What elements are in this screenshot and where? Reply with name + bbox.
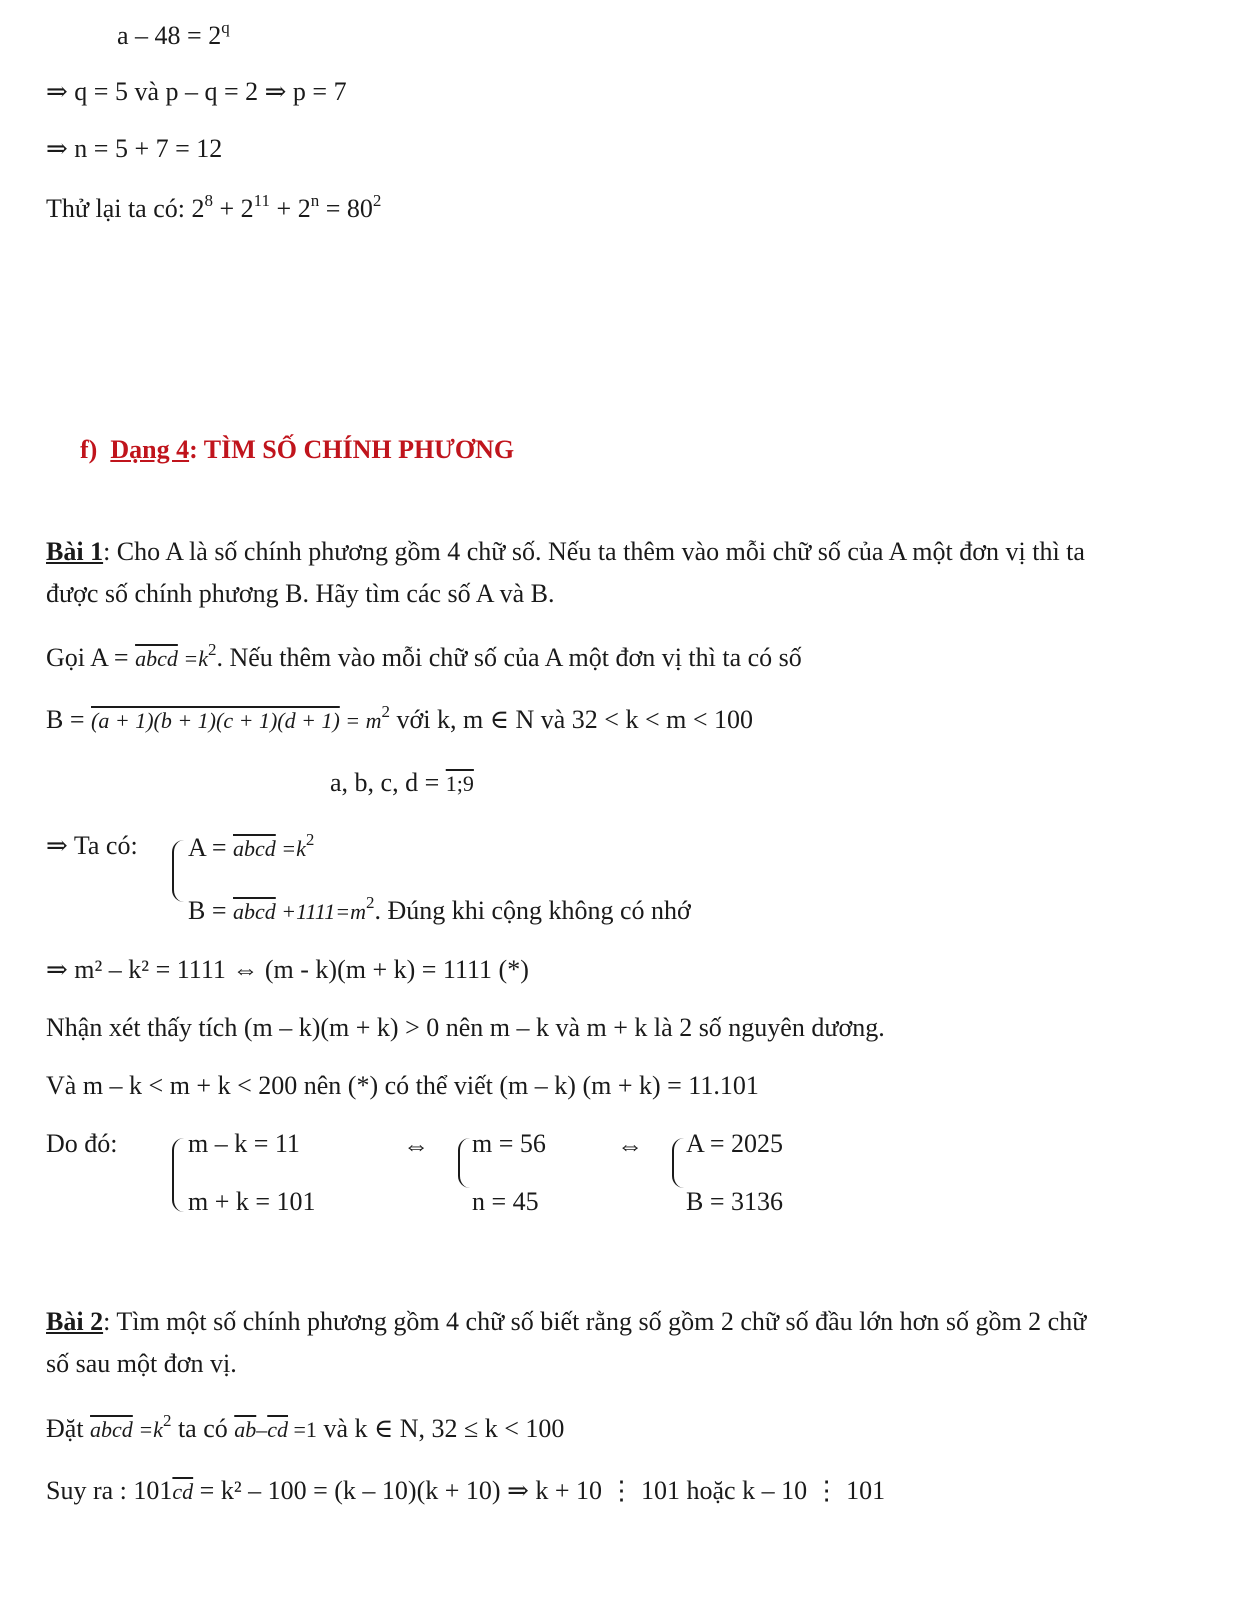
text: B =: [188, 896, 234, 925]
sys2-a: m = 56: [472, 1129, 546, 1158]
b-overline-expr: (a + 1)(b + 1)(c + 1)(d + 1): [91, 708, 340, 733]
exponent: n: [310, 191, 320, 210]
bai1-nhanxet-line: Nhận xét thấy tích (m – k)(m + k) > 0 nên m – k và m + k là 2 số nguyên dương.: [46, 1013, 885, 1042]
abcd-overline: abcd: [233, 899, 276, 924]
bai2-problem-line1: [46, 1306, 1086, 1337]
exponent: 2: [365, 893, 375, 912]
bai2-problem-line2: số sau một đơn vị.: [46, 1349, 237, 1378]
text: B =: [46, 705, 92, 734]
iff-arrow: ⇔: [403, 1131, 429, 1160]
text: –: [256, 1417, 268, 1442]
text: +1111=m: [275, 899, 366, 924]
exponent: 2: [162, 1411, 172, 1430]
text: =k: [275, 836, 306, 861]
sys1-b: m + k = 101: [188, 1187, 316, 1216]
text: Đặt: [46, 1414, 91, 1443]
bai1-taco: ⇒ Ta có:: [46, 831, 138, 860]
text: Suy ra : 101: [46, 1476, 173, 1505]
bai2-text: : Tìm một số chính phương gồm 4 chữ số biết rằng số gồm 2 chữ số đầu lớn hơn số gồm 2 chữ: [103, 1307, 1087, 1336]
exponent: 2: [305, 830, 315, 849]
bai1-text: : Cho A là số chính phương gồm 4 chữ số. Nếu ta thêm vào mỗi chữ số của A một đơn vị thì ta: [103, 537, 1085, 566]
sys-a-line: [188, 830, 314, 863]
text: ta có: [171, 1414, 235, 1443]
bai1-b-line: [46, 702, 753, 735]
heading-title: : TÌM SỐ CHÍNH PHƯƠNG: [189, 435, 515, 464]
exponent: q: [221, 18, 230, 37]
abcd-overline: abcd: [233, 836, 276, 861]
eq-text: a – 48 = 2: [117, 21, 222, 50]
bai1-problem-line1: [46, 536, 1085, 567]
line-a-minus-48: [117, 18, 230, 51]
bai2-label: Bài 2: [46, 1307, 104, 1336]
bai1-m2k2-line: ⇒ m² – k² = 1111 ⇔ (m - k)(m + k) = 1111 (*): [46, 955, 529, 984]
sys-b-line: [188, 893, 691, 926]
exponent: 2: [207, 640, 217, 659]
text: và k ∈ N, 32 ≤ k < 100: [316, 1414, 565, 1443]
check-text: + 2: [270, 194, 311, 223]
text: Gọi A =: [46, 643, 136, 672]
cd-overline: $\overline{cd}$: [172, 1479, 194, 1504]
cd-overline: $\overline{cd}$: [267, 1417, 289, 1442]
text: = m: [339, 708, 382, 733]
text: A =: [188, 833, 234, 862]
text: . Đúng khi cộng không có nhớ: [374, 896, 691, 925]
bai1-goi-line: [46, 640, 802, 673]
bai1-digits-line: [330, 767, 474, 798]
abcd-overline: abcd: [135, 646, 178, 671]
heading-prefix: f): [80, 435, 98, 464]
text: a, b, c, d =: [330, 768, 446, 797]
text: =k: [132, 1417, 163, 1442]
bai1-va-line: Và m – k < m + k < 200 nên (*) có thể viết (m – k) (m + k) = 11.101: [46, 1071, 759, 1100]
bai1-dodo: Do đó:: [46, 1129, 118, 1158]
sys2-b: n = 45: [472, 1187, 539, 1216]
exponent: 2: [372, 191, 382, 210]
left-brace: [172, 840, 188, 902]
bai1-label: Bài 1: [46, 537, 104, 566]
sys3-a: A = 2025: [686, 1129, 784, 1158]
check-text: Thử lại ta có: 2: [46, 194, 205, 223]
check-text: + 2: [213, 194, 254, 223]
check-text: = 80: [319, 194, 373, 223]
iff-arrow: ⇔: [617, 1131, 643, 1160]
exponent: 11: [253, 191, 271, 210]
section-heading: [80, 434, 514, 465]
left-brace: [172, 1138, 188, 1212]
text: = k² – 100 = (k – 10)(k + 10) ⇒ k + 10 ⋮ 101 hoặc k – 10 ⋮ 101: [193, 1476, 886, 1505]
line-check: [46, 191, 381, 224]
text: =1: [288, 1417, 317, 1442]
exponent: 8: [204, 191, 213, 210]
digit-range: 1;9: [445, 771, 474, 796]
bai2-suyra-line: [46, 1475, 885, 1506]
sys3-b: B = 3136: [686, 1187, 784, 1216]
text: =k: [177, 646, 208, 671]
bai1-problem-line2: được số chính phương B. Hãy tìm các số A và B.: [46, 579, 555, 608]
exponent: 2: [381, 702, 391, 721]
bai2-dat-line: [46, 1411, 564, 1444]
heading-dang: Dạng 4: [110, 435, 190, 464]
line-n: ⇒ n = 5 + 7 = 12: [46, 134, 223, 163]
text: với k, m ∈ N và 32 < k < m < 100: [390, 705, 753, 734]
abcd-overline: abcd: [90, 1417, 133, 1442]
line-q-p: ⇒ q = 5 và p – q = 2 ⇒ p = 7: [46, 77, 347, 106]
sys1-a: m – k = 11: [188, 1129, 300, 1158]
ab-overline: $\overline{ab}$: [234, 1417, 257, 1442]
text: . Nếu thêm vào mỗi chữ số của A một đơn vị thì ta có số: [216, 643, 802, 672]
